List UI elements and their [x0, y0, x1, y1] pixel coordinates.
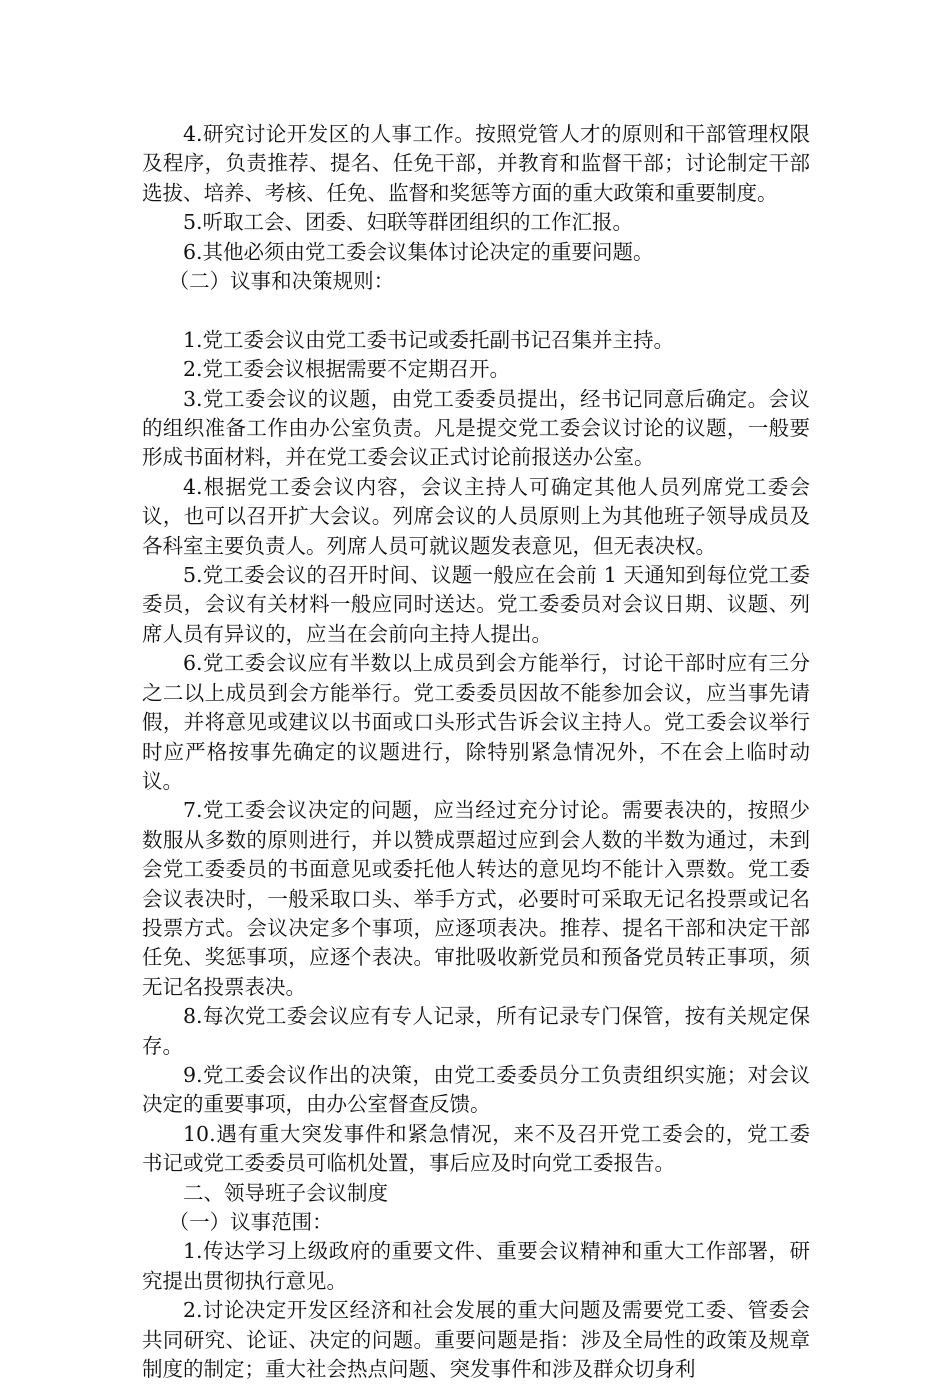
paragraph-rule-6: 6.党工委会议应有半数以上成员到会方能举行，讨论干部时应有三分之二以上成员到会方能举行。党工委委员因故不能参加会议，应当事先请假，并将意见或建议以书面或口头形式告诉会议主持人。党工委会议举行时应严格按事先确定的议题进行，除特别紧急情况外，不在会上临时动议。	[142, 651, 810, 793]
paragraph-other-matters: 6.其他必须由党工委会议集体讨论决定的重要问题。	[183, 239, 654, 264]
paragraph-rule-1: 1.党工委会议由党工委书记或委托副书记召集并主持。	[183, 327, 675, 352]
paragraph-rule-2: 2.党工委会议根据需要不定期召开。	[183, 357, 511, 382]
paragraph-scope-2: 2.讨论决定开发区经济和社会发展的重大问题及需要党工委、管委会共同研究、论证、决定的问题。重要问题是指：涉及全局性的政策及规章制度的制定；重大社会热点问题、突发事件和涉及群众切身利	[142, 1298, 810, 1382]
paragraph-rule-8: 8.每次党工委会议应有专人记录，所有记录专门保管，按有关规定保存。	[142, 1004, 810, 1058]
paragraph-rule-10: 10.遇有重大突发事件和紧急情况，来不及召开党工委会的，党工委书记或党工委委员可临机处置，事后应及时向党工委报告。	[142, 1121, 810, 1176]
paragraph-mass-organizations: 5.听取工会、团委、妇联等群团组织的工作汇报。	[183, 210, 634, 235]
paragraph-rule-4: 4.根据党工委会议内容，会议主持人可确定其他人员列席党工委会议，也可以召开扩大会议。列席会议的人员原则上为其他班子领导成员及各科室主要负责人。列席人员可就议题发表意见，但无表决权。	[142, 474, 810, 558]
paragraph-rule-3: 3.党工委会议的议题，由党工委委员提出，经书记同意后确定。会议的组织准备工作由办公室负责。凡是提交党工委会议讨论的议题，一般要形成书面材料，并在党工委会议正式讨论前报送办公室。	[142, 386, 810, 470]
document-body	[142, 120, 810, 1384]
paragraph-scope-1: 1.传达学习上级政府的重要文件、重要会议精神和重大工作部署，研究提出贯彻执行意见。	[142, 1239, 810, 1293]
section-title-leadership-meeting: 二、领导班子会议制度	[183, 1180, 388, 1205]
paragraph-personnel-work: 4.研究讨论开发区的人事工作。按照党管人才的原则和干部管理权限及程序，负责推荐、提名、任免干部，并教育和监督干部；讨论制定干部选拔、培养、考核、任免、监督和奖惩等方面的重大政策和重要制度。	[142, 122, 810, 205]
paragraph-rule-5: 5.党工委会议的召开时间、议题一般应在会前 1 天通知到每位党工委委员，会议有关材料一般应同时送达。党工委委员对会议日期、议题、列席人员有异议的，应当在会前向主持人提出。	[142, 563, 810, 646]
paragraph-rule-7: 7.党工委会议决定的问题，应当经过充分讨论。需要表决的，按照少数服从多数的原则进行，并以赞成票超过应到会人数的半数为通过，未到会党工委委员的书面意见或委托他人转达的意见均不能计入票数。党工委会议表决时，一般采取口头、举手方式，必要时可采取无记名投票或记名投票方式。会议决定多个事项，应逐项表决。推荐、提名干部和决定干部任免、奖惩事项，应逐个表决。审批吸收新党员和预备党员转正事项，须无记名投票表决。	[142, 798, 810, 999]
paragraph-rule-9: 9.党工委会议作出的决策，由党工委委员分工负责组织实施；对会议决定的重要事项，由办公室督查反馈。	[142, 1062, 810, 1117]
heading-decision-rules: （二）议事和决策规则：	[168, 269, 395, 294]
blank-line	[142, 296, 810, 325]
heading-scope: （一）议事范围：	[168, 1210, 333, 1235]
